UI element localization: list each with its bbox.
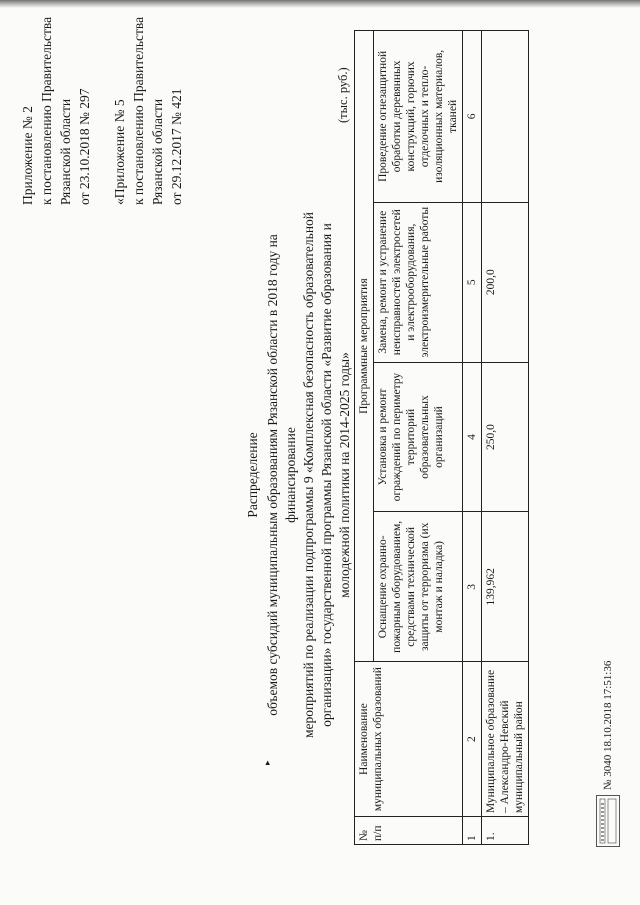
index-cell: 5 [463,202,482,362]
stamp-barcode-icon [597,796,619,846]
appendix-current-line: Приложение № 2 [20,106,35,205]
title-line: мероприятий по реализации подпрограммы 9 «Комплексная безопасность образовательной [301,211,316,739]
header-col-6: Проведение огнезащитной обработки деревянных конструкций, горючих отделочных и тепло-изоляционных материалов, тканей [374,31,463,203]
appendix-previous-line: от 29.12.2017 № 421 [169,88,184,205]
appendix-current-line: Рязанской области [58,98,73,205]
bullet-mark: ▸ [262,760,272,765]
row-value: 200,0 [482,202,529,362]
title-line: объемов субсидий муниципальным образованиям Рязанской области в 2018 году на финансирование [265,234,298,716]
header-num: № п/п [355,817,463,845]
index-cell: 4 [463,362,482,512]
title-heading: Распределение [245,432,260,518]
title-line: молодежной политики на 2014-2025 годы» [337,352,352,598]
header-col-5: Замена, ремонт и устранение неисправностей электросетей и электрооборудования, электроизмерительные работы [374,202,463,362]
units-label: (тыс. руб.) [336,67,350,123]
index-cell: 1 [463,817,482,845]
title-line: организации» государственной программы Рязанской области «Развитие образования и [319,223,334,727]
appendix-current-line: от 23.10.2018 № 297 [77,88,92,205]
registration-footer: № 3040 18.10.2018 17:51:36 [602,660,614,790]
subsidy-table [354,30,529,845]
appendix-current-line: к постановлению Правительства [39,16,54,205]
registry-stamp-icon [596,795,620,847]
appendix-previous-line: Рязанской области [150,98,165,205]
document-title [244,195,354,755]
index-cell: 6 [463,31,482,203]
header-group: Программные мероприятия [355,31,374,662]
row-value: 250,0 [482,362,529,512]
table-header-row [355,31,374,845]
appendix-previous-line: к постановлению Правительства [131,16,146,205]
appendix-previous-line: «Приложение № 5 [112,99,127,205]
header-col-4: Установка и ремонт ограждений по периметру территорий образовательных организаций [374,362,463,512]
row-num: 1. [482,817,529,845]
row-value [482,31,529,203]
table-index-row [463,31,482,845]
row-name: Муниципальное образование – Александро-Невский муниципальный район [482,662,529,817]
header-name: Наименование муниципальных образований [355,662,463,817]
appendix-previous [110,17,186,205]
index-cell: 2 [463,662,482,817]
index-cell: 3 [463,512,482,662]
table-row [482,31,529,845]
appendix-current [18,17,94,205]
row-value: 139,962 [482,512,529,662]
header-col-3: Оснащение охранно-пожарным оборудованием, средствами технической защиты от терроризма (их монтаж и наладка) [374,512,463,662]
